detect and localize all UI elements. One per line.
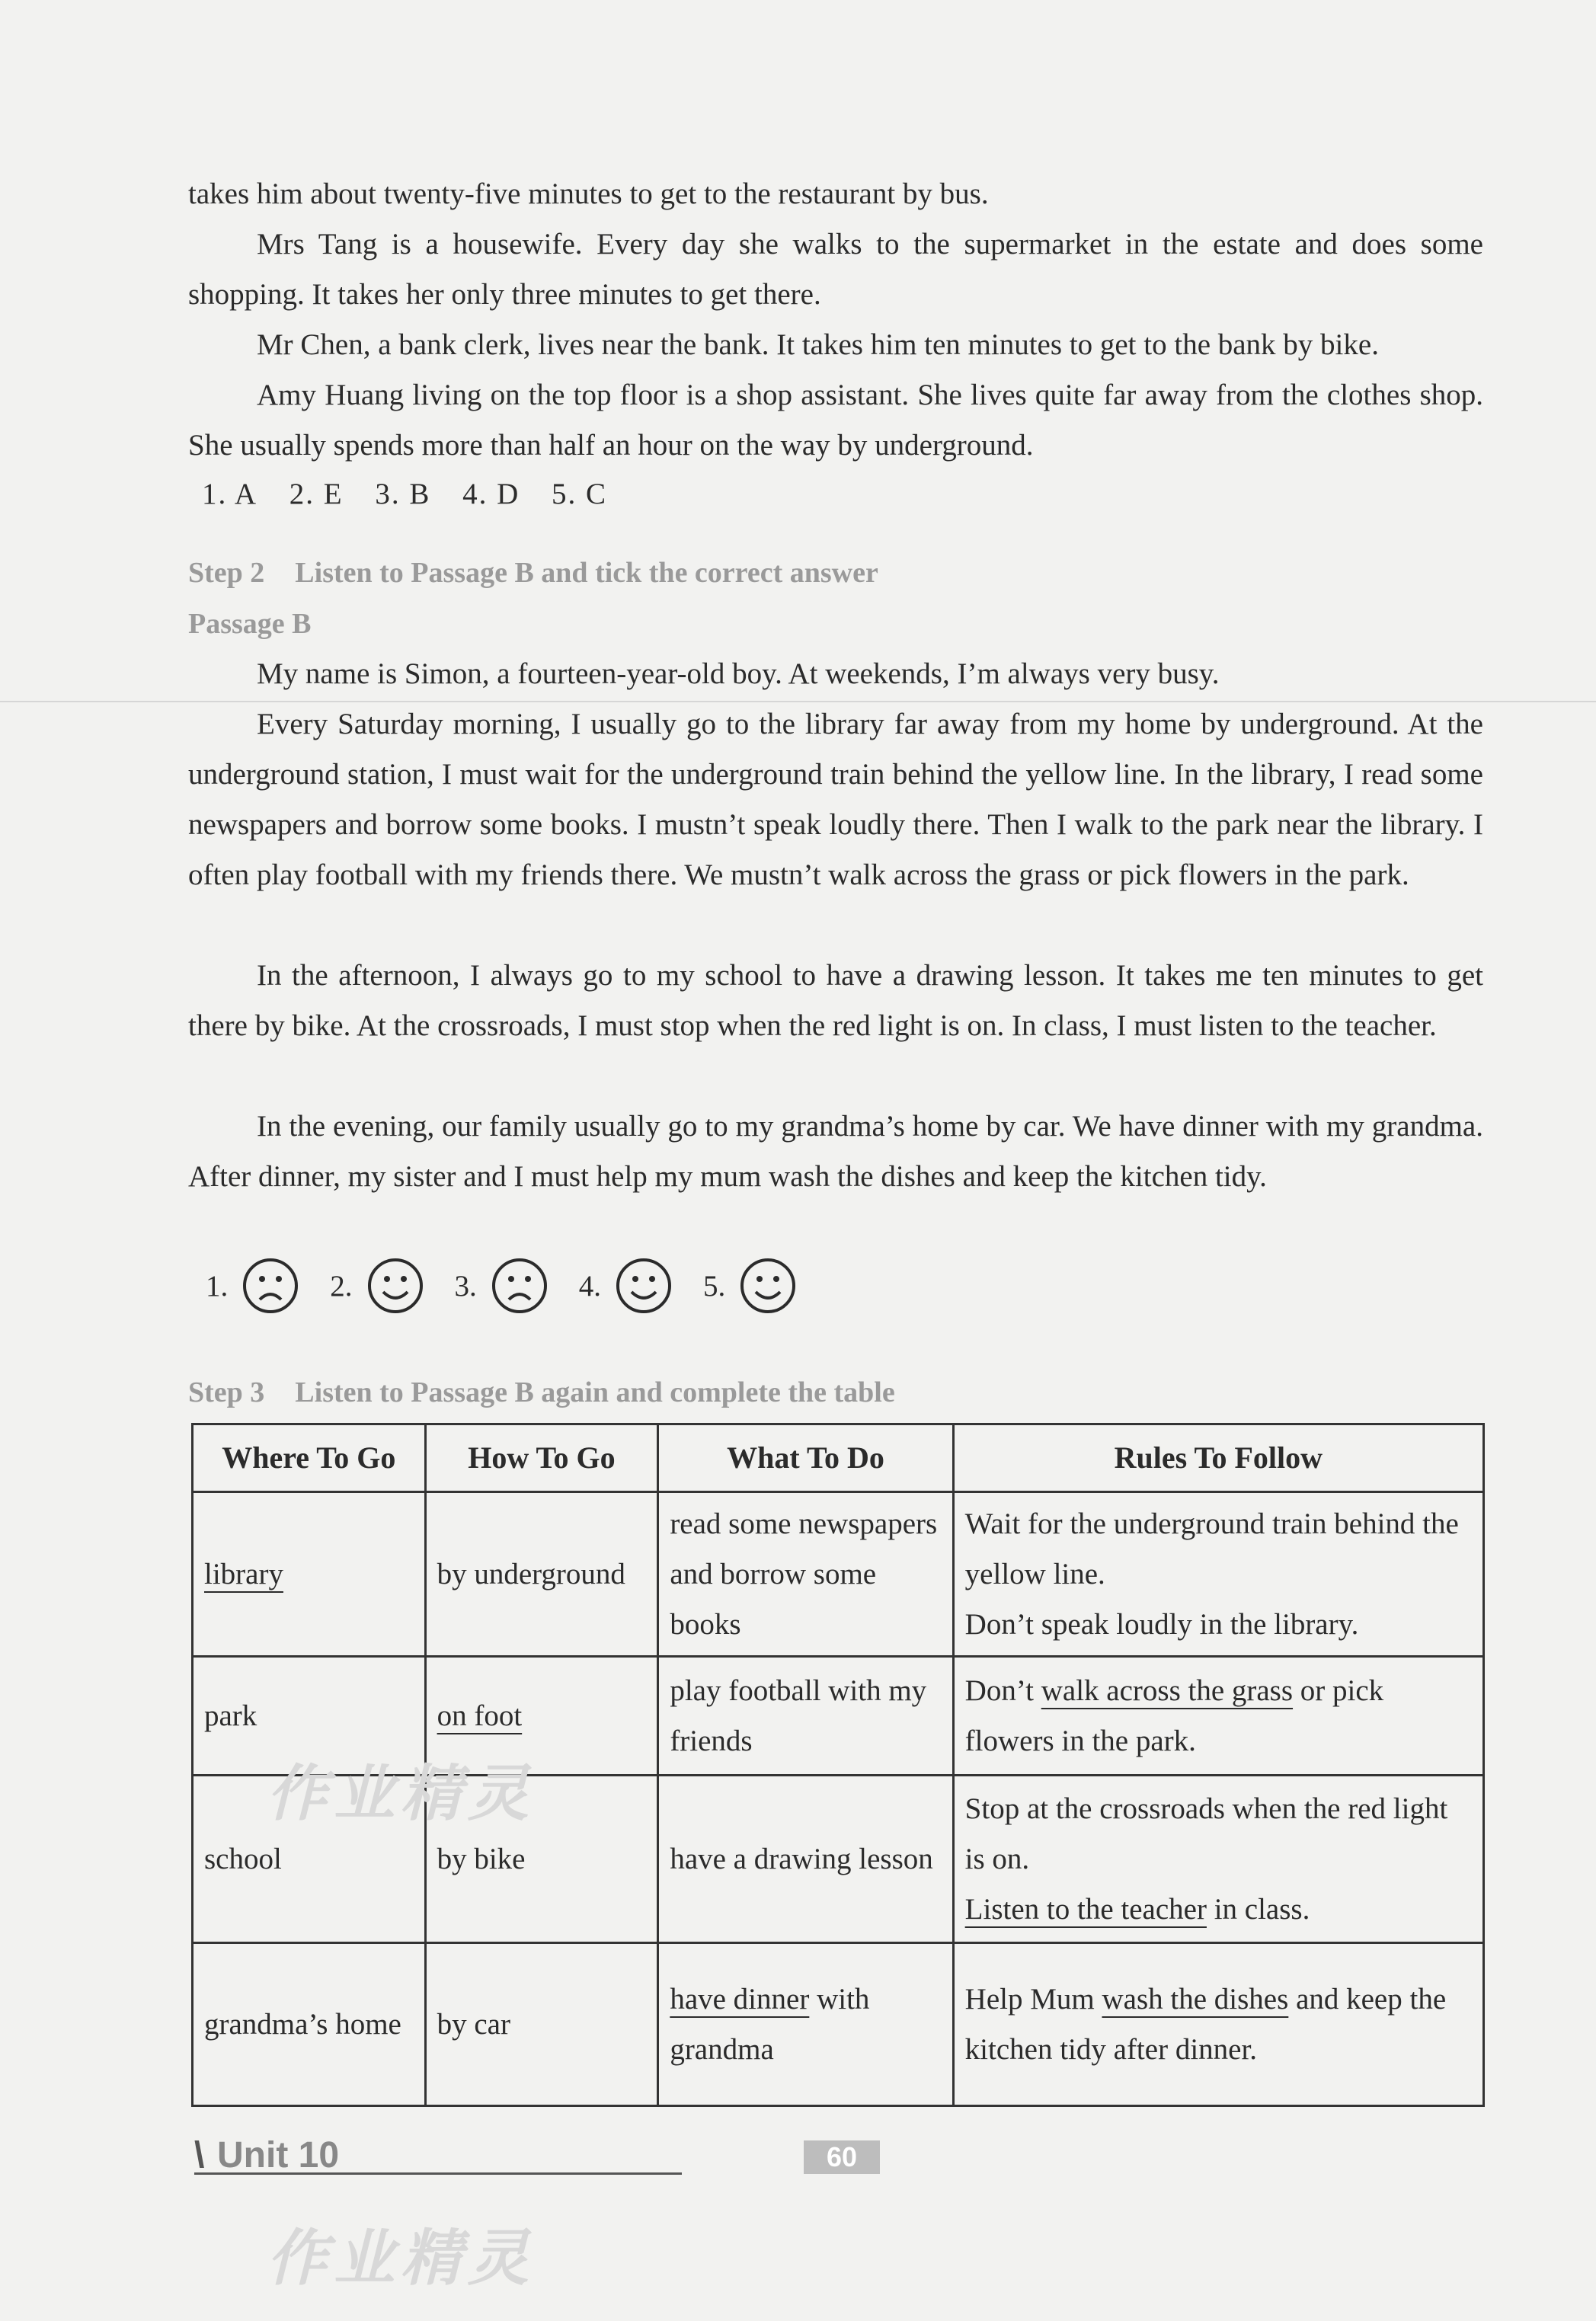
watermark: 作业精灵	[267, 2223, 535, 2294]
cell-where: park	[193, 1657, 426, 1776]
page-number: 60	[804, 2140, 880, 2174]
passage-a-paragraph-4: Amy Huang living on the top floor is a shop assistant. She lives quite far away from the clothes shop. She usually spends more than half an hour on the way by underground.	[188, 379, 1483, 462]
cell-where: grandma’s home	[193, 1943, 426, 2106]
passage-a-paragraph-3: Mr Chen, a bank clerk, lives near the bank. It takes him ten minutes to get to the bank by bike.	[257, 328, 1379, 361]
header-where: Where To Go	[193, 1424, 426, 1492]
step-2-heading: Step 2 Listen to Passage B and tick the correct answer	[188, 557, 878, 589]
answer-number: 1.	[206, 1269, 229, 1303]
table-header-row	[193, 1424, 1484, 1492]
answers-step-1: 1. A 2. E 3. B 4. D 5. C	[202, 478, 608, 510]
watermark: 作业精灵	[267, 1758, 535, 1829]
answer-number: 3.	[454, 1269, 477, 1303]
cell-where: school	[193, 1776, 426, 1943]
answer-number: 4.	[578, 1269, 601, 1303]
passage-b-paragraph-1: My name is Simon, a fourteen-year-old boy. At weekends, I’m always very busy.	[257, 657, 1220, 690]
answer-number: 2.	[330, 1269, 353, 1303]
cell-how: by underground	[425, 1492, 658, 1657]
passage-b-paragraph-4: In the evening, our family usually go to my grandma’s home by car. We have dinner with my grandma. After dinner, my sister and I must help my mum wash the dishes and keep the kitchen tidy.	[188, 1110, 1483, 1193]
answer-number: 5.	[703, 1269, 726, 1303]
sad-face-icon	[241, 1257, 299, 1315]
passage-a-paragraph-1: takes him about twenty-five minutes to get to the restaurant by bus.	[188, 177, 989, 210]
cell-what: play football with my friends	[658, 1657, 953, 1776]
passage-b-paragraph-2: Every Saturday morning, I usually go to the library far away from my home by underground. At the underground station, I must wait for the underground train behind the yellow line. In the library, I read some newspapers and borrow some books. I mustn’t speak loudly there. Then I walk to the park near the library. I often play football with my friends there. We mustn’t walk across the grass or pick flowers in the park.	[188, 708, 1483, 891]
cell-what: read some newspapers and borrow some books	[658, 1492, 953, 1657]
cell-rules: Wait for the underground train behind the yellow line. Don’t speak loudly in the library.	[953, 1492, 1483, 1657]
happy-face-icon	[615, 1257, 673, 1315]
passage-a-paragraph-2: Mrs Tang is a housewife. Every day she walks to the supermarket in the estate and does some shopping. It takes her only three minutes to get there.	[188, 228, 1483, 311]
cell-rules: Help Mum wash the dishes and keep the kitchen tidy after dinner.	[953, 1943, 1483, 2106]
header-rules: Rules To Follow	[953, 1424, 1483, 1492]
cell-how: on foot	[425, 1657, 658, 1776]
sad-face-icon	[491, 1257, 549, 1315]
passage-b-label: Passage B	[188, 608, 312, 640]
passage-b-paragraph-3: In the afternoon, I always go to my school to have a drawing lesson. It takes me ten minutes to get there by bike. At the crossroads, I must stop when the red light is on. In class, I must listen to the teacher.	[188, 959, 1483, 1042]
answers-step-2	[206, 1255, 827, 1316]
cell-rules: Stop at the crossroads when the red light is on. Listen to the teacher in class.	[953, 1776, 1483, 1943]
cell-how: by bike	[425, 1776, 658, 1943]
happy-face-icon	[739, 1257, 797, 1315]
step-3-heading: Step 3 Listen to Passage B again and complete the table	[188, 1376, 895, 1408]
table-row	[193, 1492, 1484, 1657]
header-what: What To Do	[658, 1424, 953, 1492]
happy-face-icon	[366, 1257, 424, 1315]
cell-how: by car	[425, 1943, 658, 2106]
table-row	[193, 1943, 1484, 2106]
cell-what: have a drawing lesson	[658, 1776, 953, 1943]
footer-unit-label: \ Unit 10	[194, 2134, 682, 2175]
header-how: How To Go	[425, 1424, 658, 1492]
cell-rules: Don’t walk across the grass or pick flowers in the park.	[953, 1657, 1483, 1776]
cell-where: library	[193, 1492, 426, 1657]
cell-what: have dinner with grandma	[658, 1943, 953, 2106]
